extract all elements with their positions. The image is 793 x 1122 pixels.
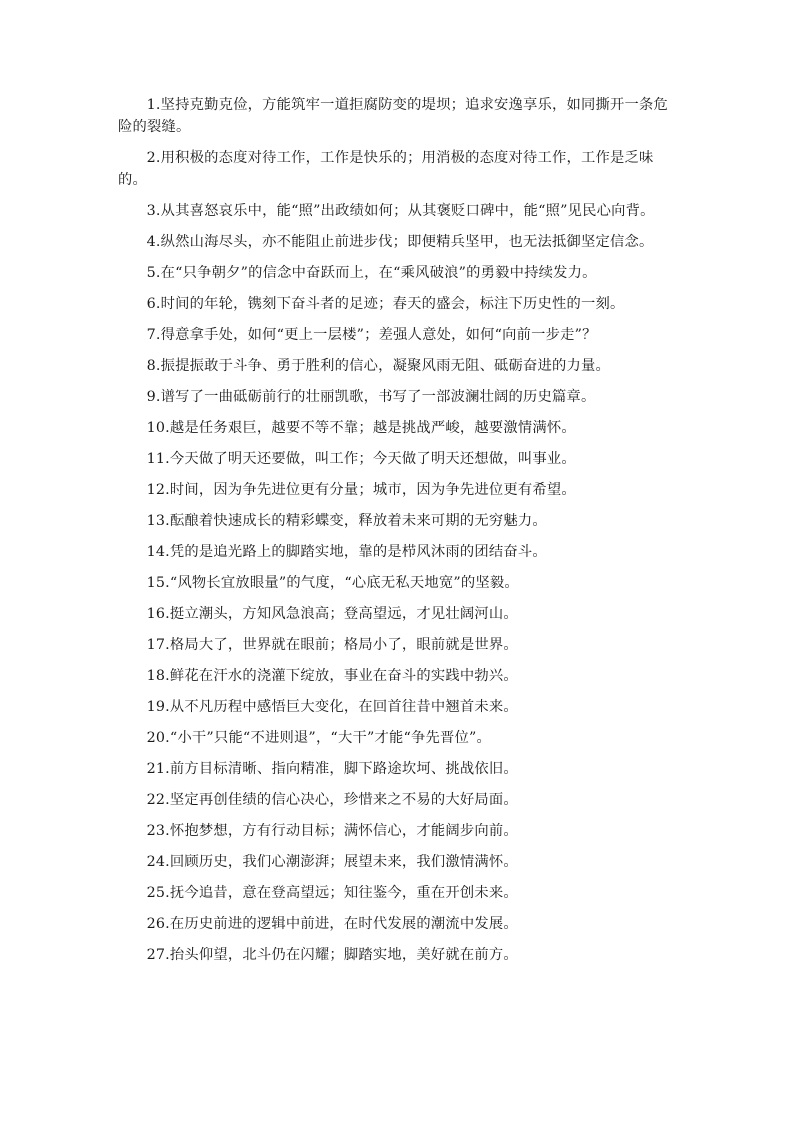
paragraph-27: 27.抬头仰望，北斗仍在闪耀；脚踏实地，美好就在前方。: [146, 947, 518, 963]
paragraph-8: 8.振提振敢于斗争、勇于胜利的信心，凝聚风雨无阻、砥砺奋进的力量。: [146, 358, 611, 374]
paragraph-2: 2.用积极的态度对待工作，工作是快乐的；用消极的态度对待工作，工作是乏味的。: [118, 150, 654, 188]
paragraph-1: 1.坚持克勤克俭，方能筑牢一道拒腐防变的堤坝；追求安逸享乐，如同撕开一条危险的裂缝。: [118, 97, 669, 135]
paragraph-19: 19.从不凡历程中感悟巨大变化，在回首往昔中翘首未来。: [146, 699, 518, 715]
paragraph-16: 16.挺立潮头，方知风急浪高；登高望远，才见壮阔河山。: [146, 606, 518, 622]
paragraph-7: 7.得意拿手处，如何“更上一层楼”；差强人意处，如何“向前一步走”？: [146, 327, 597, 343]
paragraph-6: 6.时间的年轮，镌刻下奋斗者的足迹；春天的盛会，标注下历史性的一刻。: [146, 296, 625, 312]
paragraph-17: 17.格局大了，世界就在眼前；格局小了，眼前就是世界。: [146, 637, 518, 653]
paragraph-15: 15.“风物长宜放眼量”的气度，“心底无私天地宽”的坚毅。: [146, 575, 519, 591]
paragraph-4: 4.纵然山海尽头，亦不能阻止前进步伐；即便精兵坚甲，也无法抵御坚定信念。: [146, 234, 654, 250]
paragraph-9: 9.谱写了一曲砥砺前行的壮丽凯歌，书写了一部波澜壮阔的历史篇章。: [146, 389, 596, 405]
document-body: [118, 94, 678, 975]
paragraph-10: 10.越是任务艰巨，越要不等不靠；越是挑战严峻，越要激情满怀。: [146, 420, 576, 436]
paragraph-25: 25.抚今追昔，意在登高望远；知往鉴今，重在开创未来。: [146, 885, 518, 901]
paragraph-3: 3.从其喜怒哀乐中，能“照”出政绩如何；从其褒贬口碑中，能“照”见民心向背。: [146, 203, 655, 219]
paragraph-20: 20.“小干”只能“不进则退”，“大干”才能“争先晋位”。: [146, 730, 491, 746]
paragraph-24: 24.回顾历史，我们心潮澎湃；展望未来，我们激情满怀。: [146, 854, 518, 870]
paragraph-21: 21.前方目标清晰、指向精准，脚下路途坎坷、挑战依旧。: [146, 761, 518, 777]
paragraph-18: 18.鲜花在汗水的浇灌下绽放，事业在奋斗的实践中勃兴。: [146, 668, 518, 684]
paragraph-14: 14.凭的是追光路上的脚踏实地，靠的是栉风沐雨的团结奋斗。: [146, 544, 547, 560]
paragraph-22: 22.坚定再创佳绩的信心决心，珍惜来之不易的大好局面。: [146, 792, 518, 808]
paragraph-11: 11.今天做了明天还要做，叫工作；今天做了明天还想做，叫事业。: [146, 451, 576, 467]
paragraph-5: 5.在“只争朝夕”的信念中奋跃而上，在“乘风破浪”的勇毅中持续发力。: [146, 265, 597, 281]
paragraph-26: 26.在历史前进的逻辑中前进，在时代发展的潮流中发展。: [146, 916, 518, 932]
paragraph-23: 23.怀抱梦想，方有行动目标；满怀信心，才能阔步向前。: [146, 823, 518, 839]
paragraph-12: 12.时间，因为争先进位更有分量；城市，因为争先进位更有希望。: [146, 482, 576, 498]
paragraph-13: 13.酝酿着快速成长的精彩蝶变，释放着未来可期的无穷魅力。: [146, 513, 547, 529]
